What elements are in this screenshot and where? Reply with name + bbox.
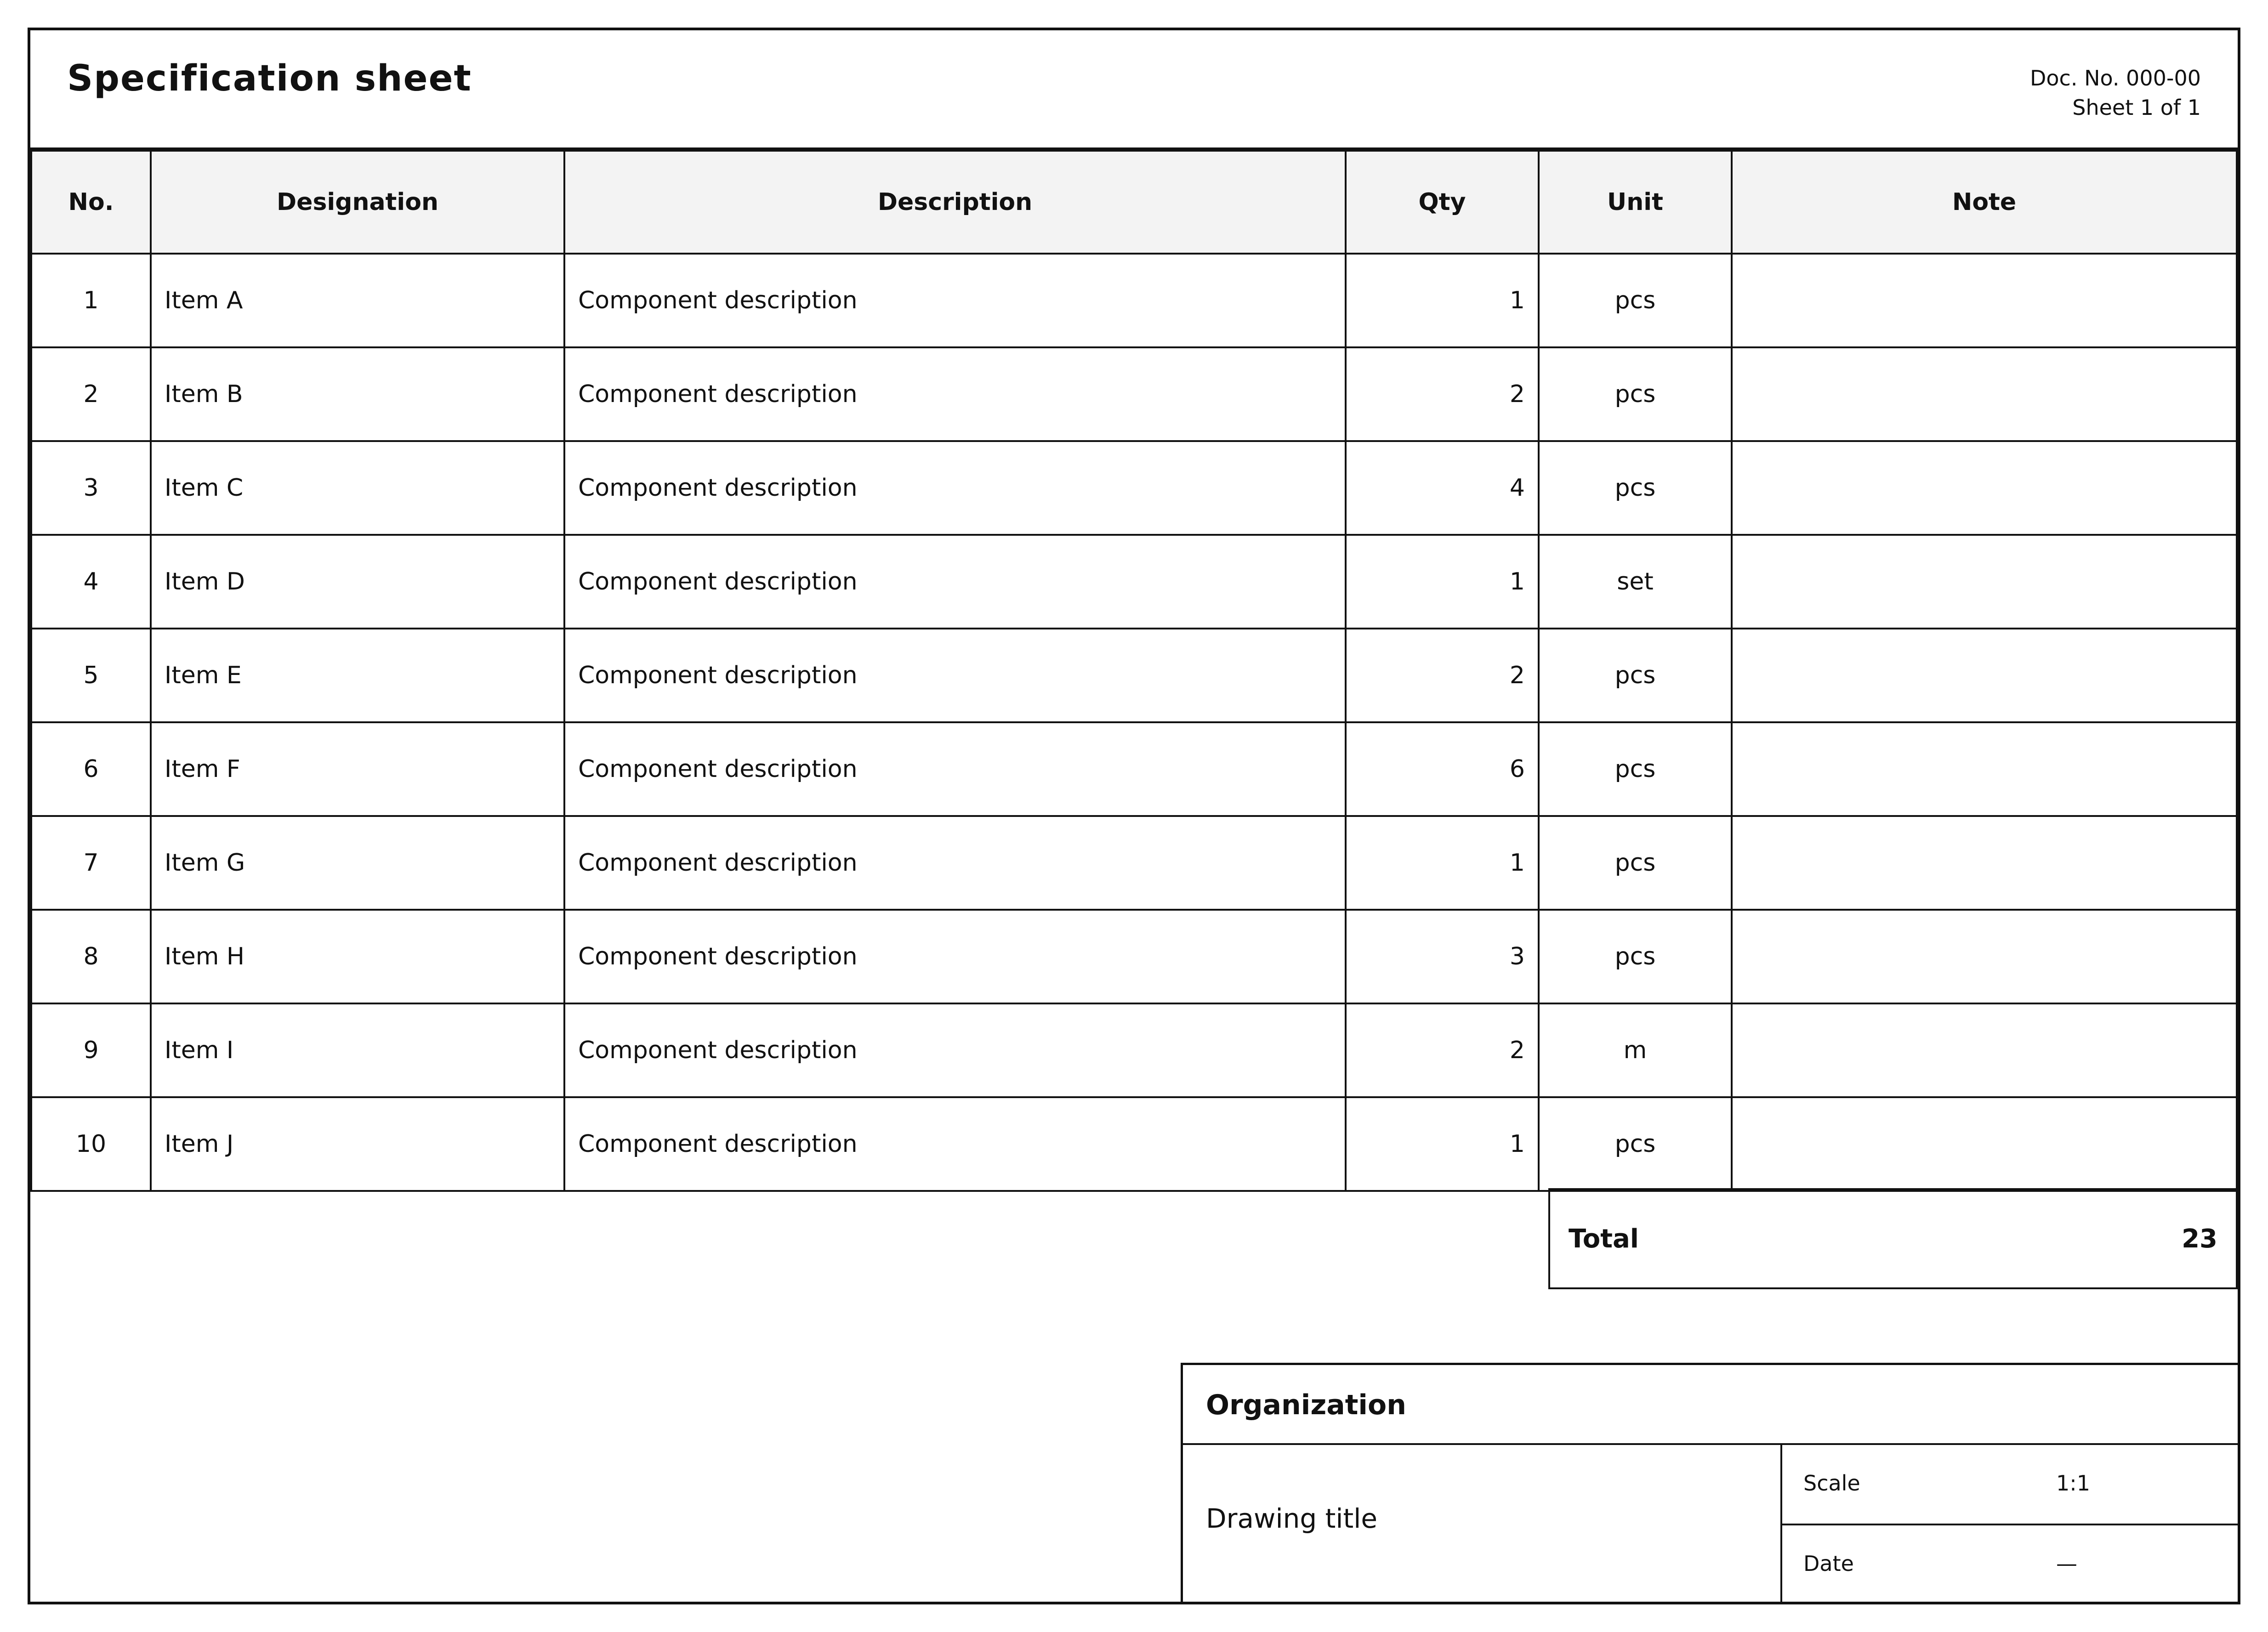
cell-designation: Item E (151, 629, 564, 722)
cell-designation: Item H (151, 910, 564, 1003)
cell-qty: 2 (1346, 629, 1539, 722)
document-sheet (28, 28, 2240, 1604)
cell-qty: 1 (1346, 535, 1539, 629)
cell-unit: pcs (1539, 629, 1732, 722)
cell-no: 9 (31, 1003, 151, 1097)
cell-no: 3 (31, 441, 151, 535)
cell-description: Component description (564, 254, 1346, 347)
cell-description: Component description (564, 347, 1346, 441)
cell-unit: pcs (1539, 722, 1732, 816)
cell-note (1732, 441, 2237, 535)
table-row (31, 722, 2237, 816)
cell-qty: 3 (1346, 910, 1539, 1003)
table-row (31, 347, 2237, 441)
table-row (31, 254, 2237, 347)
cell-note (1732, 535, 2237, 629)
cell-qty: 2 (1346, 347, 1539, 441)
cell-unit: pcs (1539, 347, 1732, 441)
cell-designation: Item G (151, 816, 564, 910)
scale-label: Scale (1803, 1471, 1860, 1496)
cell-note (1732, 722, 2237, 816)
cell-no: 4 (31, 535, 151, 629)
cell-designation: Item C (151, 441, 564, 535)
cell-qty: 1 (1346, 1097, 1539, 1191)
cell-no: 5 (31, 629, 151, 722)
drawing-title: Drawing title (1206, 1503, 1378, 1534)
cell-qty: 1 (1346, 816, 1539, 910)
table-row (31, 535, 2237, 629)
cell-qty: 1 (1346, 254, 1539, 347)
table-row (31, 910, 2237, 1003)
cell-note (1732, 1097, 2237, 1191)
cell-description: Component description (564, 535, 1346, 629)
document-title: Specification sheet (67, 58, 472, 99)
organization-name: Organization (1206, 1389, 1406, 1421)
cell-designation: Item B (151, 347, 564, 441)
cell-unit: pcs (1539, 816, 1732, 910)
table-row (31, 816, 2237, 910)
title-block-divider (1780, 1524, 2240, 1525)
cell-description: Component description (564, 1003, 1346, 1097)
cell-designation: Item I (151, 1003, 564, 1097)
cell-qty: 2 (1346, 1003, 1539, 1097)
cell-note (1732, 816, 2237, 910)
cell-designation: Item A (151, 254, 564, 347)
scale-value: 1:1 (2056, 1471, 2091, 1496)
cell-note (1732, 254, 2237, 347)
col-header-description: Description (564, 151, 1346, 254)
cell-no: 1 (31, 254, 151, 347)
cell-no: 6 (31, 722, 151, 816)
cell-designation: Item F (151, 722, 564, 816)
table-header-row (31, 151, 2237, 254)
table-row (31, 629, 2237, 722)
total-value: 23 (2182, 1224, 2217, 1254)
cell-no: 2 (31, 347, 151, 441)
cell-note (1732, 1003, 2237, 1097)
table-row (31, 441, 2237, 535)
cell-no: 7 (31, 816, 151, 910)
cell-description: Component description (564, 441, 1346, 535)
document-number: Doc. No. 000-00 (2029, 66, 2201, 91)
cell-unit: m (1539, 1003, 1732, 1097)
cell-note (1732, 910, 2237, 1003)
cell-no: 10 (31, 1097, 151, 1191)
col-header-note: Note (1732, 151, 2237, 254)
cell-description: Component description (564, 816, 1346, 910)
table-row (31, 1003, 2237, 1097)
sheet-number: Sheet 1 of 1 (2072, 95, 2201, 120)
cell-description: Component description (564, 722, 1346, 816)
total-label: Total (1569, 1224, 1639, 1254)
cell-unit: pcs (1539, 254, 1732, 347)
title-block-divider (1183, 1443, 2238, 1445)
cell-unit: pcs (1539, 1097, 1732, 1191)
cell-note (1732, 347, 2237, 441)
cell-unit: pcs (1539, 910, 1732, 1003)
col-header-designation: Designation (151, 151, 564, 254)
col-header-qty: Qty (1346, 151, 1539, 254)
cell-description: Component description (564, 910, 1346, 1003)
cell-designation: Item J (151, 1097, 564, 1191)
cell-description: Component description (564, 1097, 1346, 1191)
table-row (31, 1097, 2237, 1191)
col-header-no: No. (31, 151, 151, 254)
total-row (1548, 1188, 2238, 1289)
title-block (1181, 1363, 2238, 1602)
date-value: — (2056, 1551, 2077, 1576)
col-header-unit: Unit (1539, 151, 1732, 254)
cell-unit: set (1539, 535, 1732, 629)
date-label: Date (1803, 1551, 1854, 1576)
items-table (30, 150, 2238, 1192)
document-header (30, 30, 2238, 150)
cell-no: 8 (31, 910, 151, 1003)
cell-unit: pcs (1539, 441, 1732, 535)
cell-designation: Item D (151, 535, 564, 629)
cell-note (1732, 629, 2237, 722)
cell-description: Component description (564, 629, 1346, 722)
document-meta (2030, 63, 2201, 123)
cell-qty: 6 (1346, 722, 1539, 816)
cell-qty: 4 (1346, 441, 1539, 535)
